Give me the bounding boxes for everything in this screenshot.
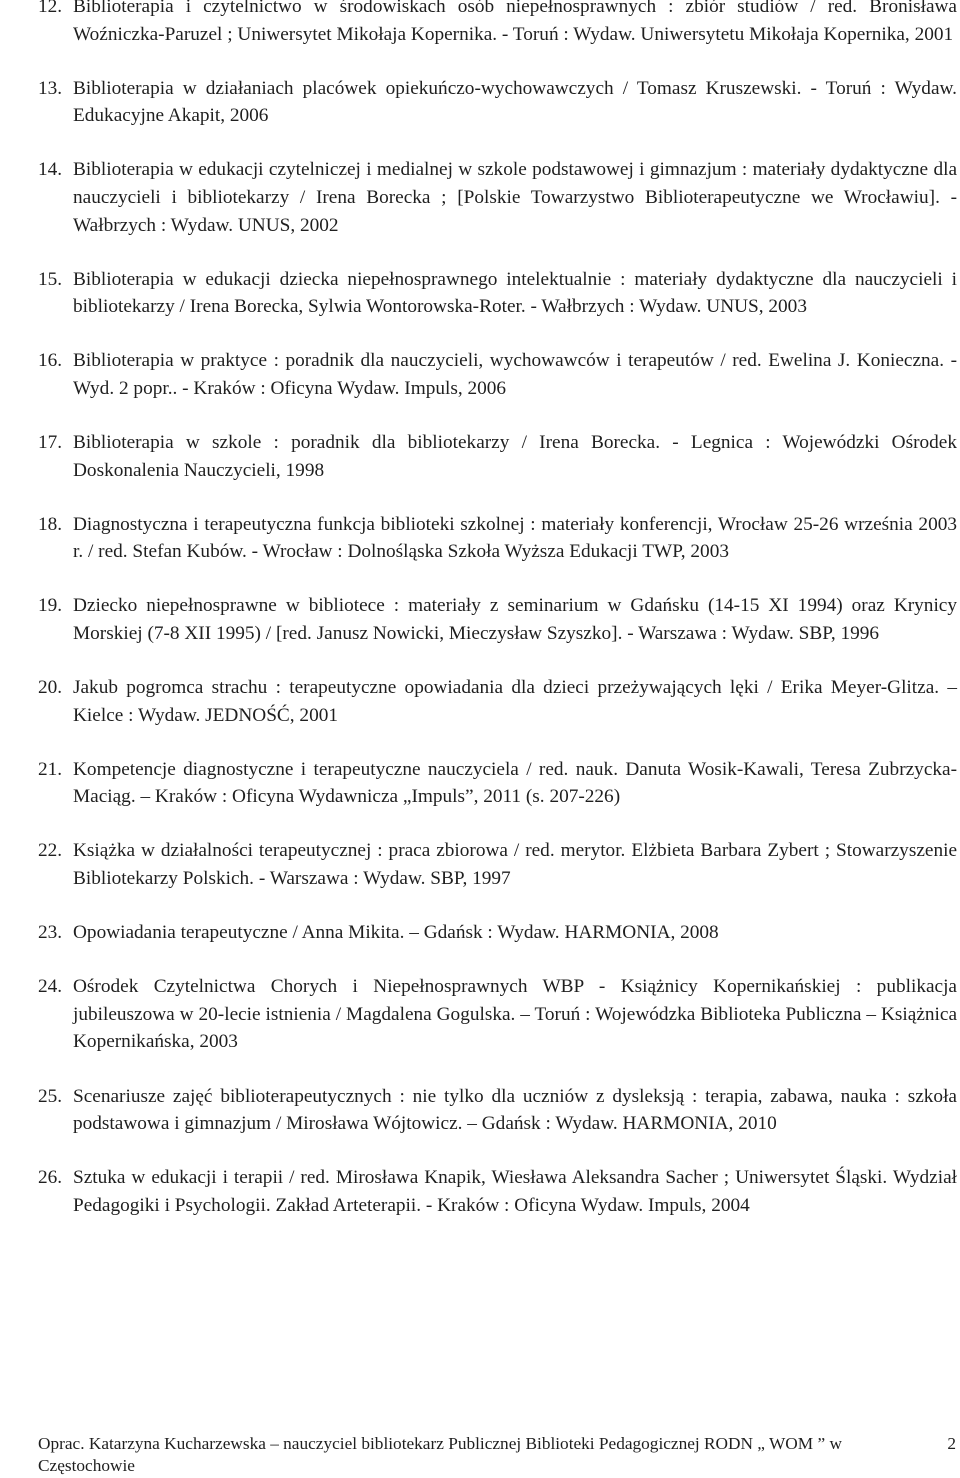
entry-text: Biblioterapia w edukacji czytelniczej i medialnej w szkole podstawowej i gimnazjum : materiały dydaktyczne dla nauczycieli i bibliotekarzy / Irena Borecka ; [Polskie Towarzystwo Biblioterapeutyczne we Wrocławiu]. - Wałbrzych : Wydaw. UNUS, 2002 [73,159,957,236]
entry-text: Dziecko niepełnosprawne w bibliotece : materiały z seminarium w Gdańsku (14-15 XI 1994) oraz Krynicy Morskiej (7-8 XII 1995) / [red. Janusz Nowicki, Mieczysław Szyszko]. - Warszawa : Wydaw. SBP, 1996 [73,595,957,644]
page-footer [38,1433,958,1477]
entry-number: 17. [38,432,63,454]
entry-text: Jakub pogromca strachu : terapeutyczne opowiadania dla dzieci przeżywających lęki / Erika Meyer-Glitza. – Kielce : Wydaw. JEDNOŚĆ, 2001 [73,677,957,726]
entry-number: 25. [38,1085,63,1107]
entry-number: 13. [38,77,63,99]
entry-text: Scenariusze zajęć biblioterapeutycznych : nie tylko dla uczniów z dysleksją : terapia, zabawa, nauka : szkoła podstawowa i gimnazjum / Mirosława Wójtowicz. – Gdańsk : Wydaw. HARMONIA, 2010 [73,1085,957,1135]
entry-text: Opowiadania terapeutyczne / Anna Mikita. – Gdańsk : Wydaw. HARMONIA, 2008 [73,922,719,944]
entry-text: Biblioterapia w szkole : poradnik dla bibliotekarzy / Irena Borecka. - Legnica : Wojewódzki Ośrodek Doskonalenia Nauczycieli, 1998 [73,432,957,481]
bibliography-entry [0,837,957,892]
bibliography-entry [0,156,957,239]
bibliography-entry [0,674,957,729]
bibliography-entry [0,919,957,947]
bibliography-entry [0,1083,957,1138]
entry-number: 21. [38,758,63,780]
entry-number: 24. [38,976,63,998]
entry-text: Biblioterapia w działaniach placówek opiekuńczo-wychowawczych / Tomasz Kruszewski. - Toruń : Wydaw. Edukacyjne Akapit, 2006 [73,77,957,127]
bibliography-entry [0,429,957,484]
entry-text: Biblioterapia i czytelnictwo w środowiskach osób niepełnosprawnych : zbiór studiów / red. Bronisława Woźniczka-Paruzel ; Uniwersytet Mikołaja Kopernika. - Toruń : Wydaw. Uniwersytetu Mikołaja Kopernika, 2001 [73,0,957,45]
entry-text: Książka w działalności terapeutycznej : praca zbiorowa / red. merytor. Elżbieta Barbara Zybert ; Stowarzyszenie Bibliotekarzy Polskich. - Warszawa : Wydaw. SBP, 1997 [73,840,957,890]
bibliography-entry [0,75,957,130]
entry-number: 23. [38,922,63,944]
entry-text: Biblioterapia w edukacji dziecka niepełnosprawnego intelektualnie : materiały dydaktyczne dla nauczycieli i bibliotekarzy / Irena Borecka, Sylwia Wontorowska-Roter. - Wałbrzych : Wydaw. UNUS, 2003 [73,268,957,318]
bibliography-entry [0,511,957,566]
bibliography-entry [0,1164,957,1219]
entry-text: Biblioterapia w praktyce : poradnik dla nauczycieli, wychowawców i terapeutów / red. Ewelina J. Konieczna. - Wyd. 2 popr.. - Kraków : Oficyna Wydaw. Impuls, 2006 [73,350,957,399]
bibliography-entry [0,756,957,811]
bibliography-entry [0,973,957,1056]
bibliography-entry [0,347,957,402]
entry-number: 20. [38,677,63,699]
entry-text: Ośrodek Czytelnictwa Chorych i Niepełnosprawnych WBP - Książnicy Kopernikańskiej : publikacja jubileuszowa w 20-lecie istnienia / Magdalena Gogulska. – Toruń : Wojewódzka Biblioteka Publiczna – Książnica Kopernikańska, 2003 [73,976,957,1053]
entry-text: Diagnostyczna i terapeutyczna funkcja biblioteki szkolnej : materiały konferencji, Wrocław 25-26 września 2003 r. / red. Stefan Kubów. - Wrocław : Dolnośląska Szkoła Wyższa Edukacji TWP, 2003 [73,513,957,563]
entry-number: 19. [38,595,63,617]
entry-number: 16. [38,350,63,372]
entry-number: 26. [38,1167,63,1189]
page-number: 2 [947,1434,956,1453]
entry-number: 12. [38,0,63,17]
footer-credit: Oprac. Katarzyna Kucharzewska – nauczyciel bibliotekarz Publicznej Biblioteki Pedagogicznej RODN „ WOM ” w Częstochowie [38,1434,842,1475]
entry-text: Kompetencje diagnostyczne i terapeutyczne nauczyciela / red. nauk. Danuta Wosik-Kawali, Teresa Zubrzycka-Maciąg. – Kraków : Oficyna Wydawnicza „Impuls”, 2011 (s. 207-226) [73,758,957,808]
bibliography-entry [0,0,957,48]
entry-number: 15. [38,268,63,290]
entry-number: 14. [38,159,63,181]
bibliography-entry [0,592,957,647]
entry-number: 18. [38,513,63,535]
entry-number: 22. [38,840,63,862]
entry-text: Sztuka w edukacji i terapii / red. Mirosława Knapik, Wiesława Aleksandra Sacher ; Uniwersytet Śląski. Wydział Pedagogiki i Psychologii. Zakład Arteterapii. - Kraków : Oficyna Wydaw. Impuls, 2004 [73,1167,957,1216]
bibliography-entry [0,266,957,321]
